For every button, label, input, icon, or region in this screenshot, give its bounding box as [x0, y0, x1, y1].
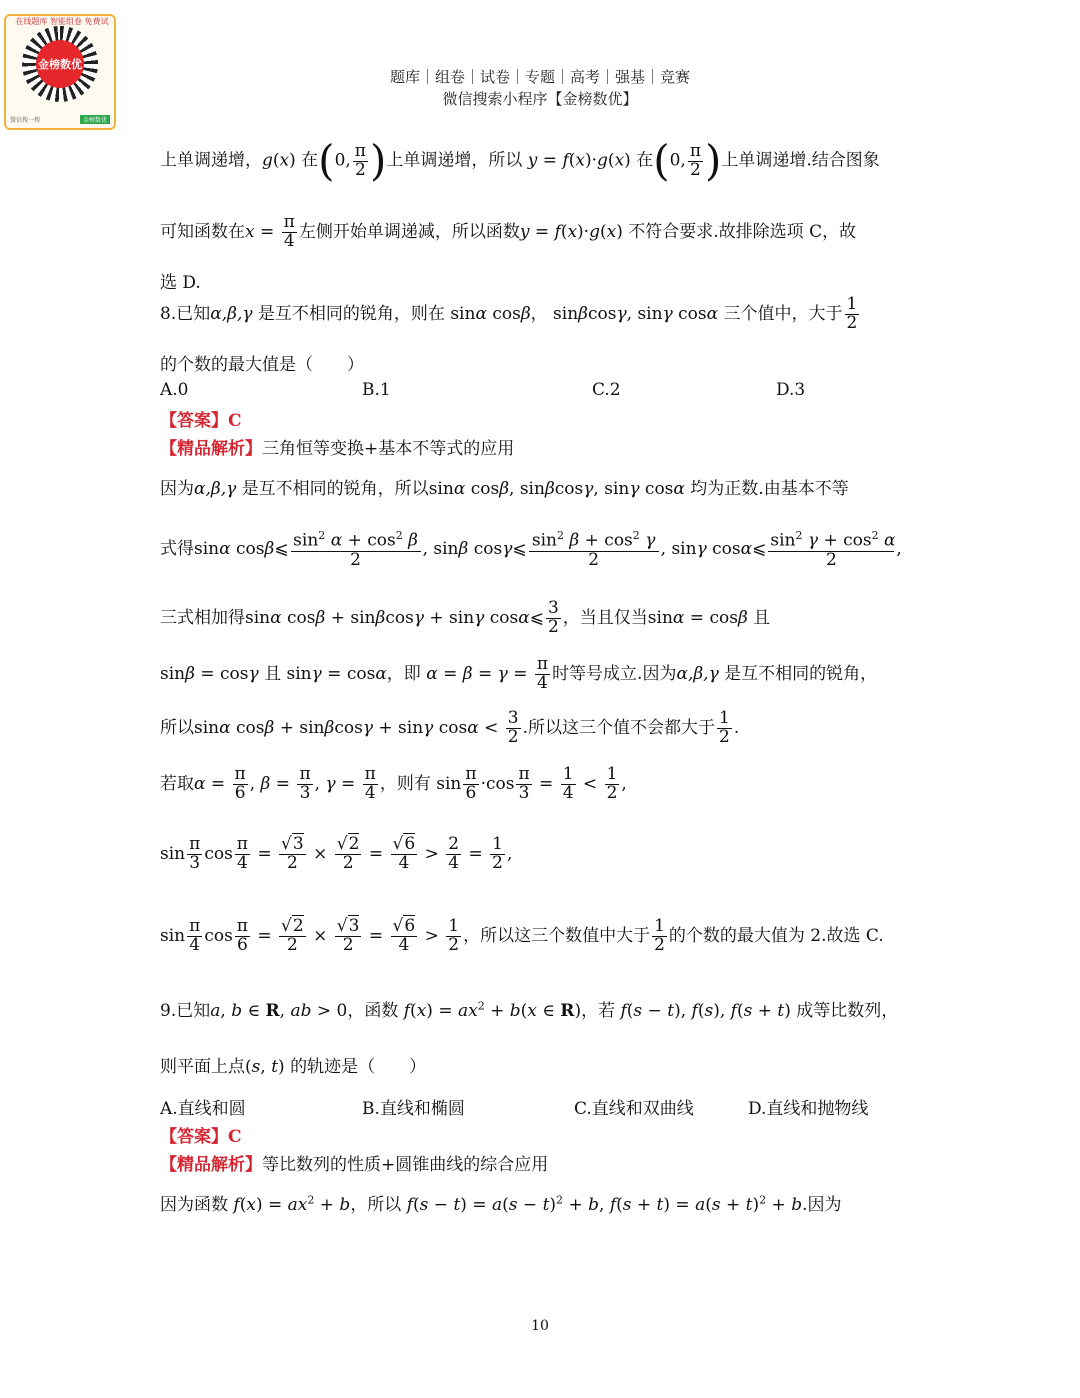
q7-line-1: 上单调递增，g(x) 在(0, $\frac{\pi}{2}$ )上单调递增，所以 y = f(x)·g(x) 在(0, $\frac{\pi}{2}$ )上单调递增.结合图象	[160, 136, 880, 185]
logo-footer-right: 金榜数优	[80, 115, 110, 124]
logo-arc-text: 在线题库 智能组卷 免费试	[15, 17, 109, 26]
logo-footer	[10, 115, 110, 124]
q9-stem-2: 则平面上点(s, t) 的轨迹是（ ）	[160, 1057, 427, 1077]
q7-line-3: 选 D.	[160, 273, 201, 293]
q9-stem-1: 9.已知a, b ∈ R, ab > 0，函数 $f(x) = ax^2 + b(x$ ∈ R)，若 f(s − t), f(s), f(s + t) 成等比数列，	[160, 999, 899, 1021]
q8-solution-3: 三式相加得sinα cosβ + sinβcosγ + sinγ cosα⩽ $\frac{3}{2}$ ，当且仅当sinα = cosβ 且	[160, 598, 771, 637]
header-nav: 题库｜组卷｜试卷｜专题｜高考｜强基｜竞赛	[389, 68, 690, 86]
q8-solution-6: 若取α = $\frac{\pi}{6}$ , β = $\frac{\pi}{3}$ , γ = $\frac{\pi}{4}$ ，则有 sin $\frac{\pi}{6}$ ·cos $\frac{\pi}{3}$ = $\frac{1}{4}$ < $\frac{1}{2}$ ,	[160, 764, 627, 803]
q8-solution-2: 式得sinα cosβ⩽ $\frac{\sin^2 \alpha + \cos^2 \beta}{2}$ , sinβ cosγ⩽ $\frac{\sin^2 \beta + \cos^2 \gamma}{2}$ , sinγ cosα⩽ $\frac{\sin^2 \gamma + \cos^2 \alpha}{2}$ ,	[160, 529, 902, 570]
q8-option-b: B.1	[362, 380, 391, 400]
q9-analysis-title: 【精品解析】等比数列的性质+圆锥曲线的综合应用	[160, 1155, 549, 1175]
q8-stem-1: 8.已知α,β,γ 是互不相同的锐角，则在 sinα cosβ， sinβcosγ, sinγ cosα 三个值中，大于 $\frac{1}{2}$	[160, 294, 858, 333]
q8-solution-5: 所以sinα cosβ + sinβcosγ + sinγ cosα < $\frac{3}{2}$ .所以这三个值不会都大于 $\frac{1}{2}$ .	[160, 708, 740, 747]
q9-option-d: D.直线和抛物线	[748, 1099, 869, 1119]
q9-solution-1: 因为函数 $f(x) = ax^2 + b$，所以 $f(s - t) = a(s - t)^2 + b$, $f(s + t) = a(s + t)^2 + b$.因为	[160, 1193, 842, 1215]
header-mini-program: 微信搜索小程序【金榜数优】	[442, 90, 638, 108]
q9-answer: 【答案】C	[160, 1127, 242, 1147]
q7-line-2: 可知函数在x = $\frac{\pi}{4}$ 左侧开始单调递减，所以函数y = f(x)·g(x) 不符合要求.故排除选项 C，故	[160, 212, 857, 251]
q8-option-d: D.3	[776, 380, 806, 400]
q8-answer: 【答案】C	[160, 411, 242, 431]
q8-analysis-title: 【精品解析】三角恒等变换+基本不等式的应用	[160, 439, 515, 459]
q8-stem-2: 的个数的最大值是（ ）	[160, 355, 364, 375]
q9-option-b: B.直线和椭圆	[362, 1099, 465, 1119]
logo-name: 金榜数优	[36, 40, 84, 88]
q8-solution-8: sin $\frac{\pi}{4}$ cos $\frac{\pi}{6}$ = $\frac{√2}{2}$ × $\frac{√3}{2}$ = $\frac{√6}{4}$ > $\frac{1}{2}$ ，所以这三个数值中大于 $\frac{1}{2}$ 的个数的最大值为 2.故选 C.	[160, 916, 884, 955]
q9-option-c: C.直线和双曲线	[574, 1099, 694, 1119]
q8-solution-7: sin $\frac{\pi}{3}$ cos $\frac{\pi}{4}$ = $\frac{√3}{2}$ × $\frac{√2}{2}$ = $\frac{√6}{4}$ > $\frac{2}{4}$ = $\frac{1}{2}$ ,	[160, 834, 513, 873]
q9-option-a: A.直线和圆	[160, 1099, 246, 1119]
logo-footer-left: 微信搜一搜	[10, 117, 41, 124]
q8-solution-1: 因为α,β,γ 是互不相同的锐角，所以sinα cosβ, sinβcosγ, sinγ cosα 均为正数.由基本不等	[160, 479, 849, 499]
page-number: 10	[531, 1318, 549, 1334]
q8-option-a: A.0	[160, 380, 189, 400]
q8-option-c: C.2	[592, 380, 621, 400]
q8-solution-4: sinβ = cosγ 且 sinγ = cosα，即 α = β = γ = $\frac{\pi}{4}$ 时等号成立.因为α,β,γ 是互不相同的锐角，	[160, 654, 878, 693]
